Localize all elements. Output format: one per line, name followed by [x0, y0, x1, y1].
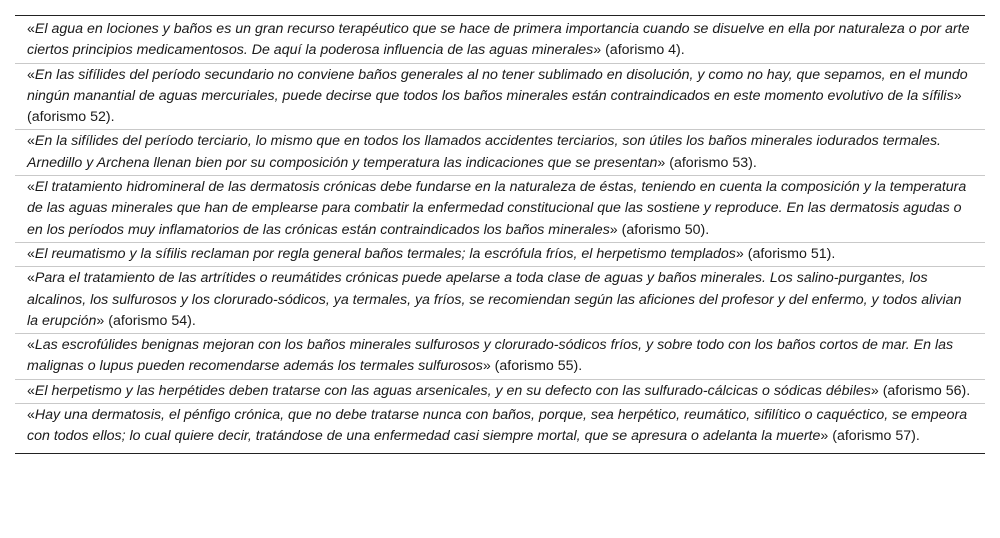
aphorisms-table: [15, 15, 985, 454]
aphorism-ref: (aforismo 55).: [494, 358, 583, 375]
quote-close: »: [96, 312, 105, 329]
quote-close: »: [482, 358, 491, 375]
quote-close: »: [609, 221, 618, 238]
aphorism-ref: (aforismo 4).: [605, 42, 685, 59]
aphorism-text: Las escrofúlides benignas mejoran con los baños minerales sulfurosos y clorurado-sódicos fríos, y sobre todo con los baños cortos de mar. En las malignas o lupus pueden recomendarse además los termales sulfurosos: [27, 337, 954, 375]
table-row: [15, 243, 985, 267]
aphorism-ref: (aforismo 50).: [621, 221, 710, 238]
table-row: [15, 380, 985, 404]
aphorism-ref: (aforismo 54).: [108, 312, 196, 329]
aphorism-text: En la sifílides del período terciario, lo mismo que en todos los llamados accidentes terciarios, son útiles los baños minerales iodurados termales. Arnedillo y Archena llenan bien por su composición y temperatura las indicaciones que se presentan: [27, 133, 941, 171]
quote-open: «: [27, 21, 35, 37]
quote-open: «: [27, 66, 35, 83]
quote-close: »: [870, 382, 879, 399]
table-row: [15, 334, 985, 380]
quote-open: «: [27, 179, 35, 196]
quote-open: «: [27, 270, 35, 287]
table-row: [15, 176, 985, 243]
aphorism-text: El agua en lociones y baños es un gran recurso terapéutico que se hace de primera importancia cuando se disuelve en ella por naturaleza o por arte ciertos principios medicamentosos. De aquí la poderosa influencia de las aguas minerales: [27, 21, 970, 59]
quote-open: «: [27, 337, 35, 354]
quote-close: »: [953, 87, 962, 104]
aphorism-text: El herpetismo y las herpétides deben tratarse con las aguas arsenicales, y en su defecto con las sulfurado-cálcicas o sódicas débiles: [34, 382, 871, 399]
aphorism-ref: (aforismo 53).: [669, 154, 757, 171]
table-row: [15, 404, 985, 449]
quote-close: »: [657, 154, 666, 171]
aphorism-text: El reumatismo y la sífilis reclaman por regla general baños termales; la escrófula fríos, el herpetismo templados: [34, 245, 736, 262]
aphorism-text: Hay una dermatosis, el pénfigo crónica, que no debe tratarse nunca con baños, porque, sea herpético, reumático, sifilítico o caquéctico, se empeora con todos ellos; lo cual quiere decir, tratándose de una enfermedad casi siempre mortal, que se apresura o adelanta la muerte: [27, 407, 968, 445]
quote-close: »: [820, 428, 829, 445]
aphorism-ref: (aforismo 52).: [27, 109, 115, 126]
quote-open: «: [27, 133, 35, 150]
quote-open: «: [27, 407, 35, 424]
quote-open: «: [27, 245, 35, 262]
aphorism-text: El tratamiento hidromineral de las dermatosis crónicas debe fundarse en la naturaleza de éstas, teniendo en cuenta la composición y la temperatura de las aguas minerales que han de emplearse para combatir la enfermedad constitucional que las sostiene y reproduce. En las dermatosis agudas o en los períodos muy inflamatorios de las crónicas están contraindicados los baños minerales: [27, 179, 967, 238]
aphorism-ref: (aforismo 56).: [882, 382, 971, 399]
aphorism-ref: (aforismo 57).: [832, 428, 920, 445]
aphorism-ref: (aforismo 51).: [747, 245, 836, 262]
quote-open: «: [27, 382, 35, 399]
table-row: [15, 130, 985, 176]
table-row: [15, 64, 985, 131]
table-row: [15, 267, 985, 334]
aphorism-text: Para el tratamiento de las artrítides o reumátides crónicas puede apelarse a toda clase de aguas y baños minerales. Los salino-purgantes, los alcalinos, los sulfurosos y los clorurado-sódicos, ya termales, ya fríos, se recomiendan según las aficiones del profesor y del enfermo, y todos alivian la erupción: [27, 270, 962, 329]
quote-close: »: [593, 42, 602, 59]
aphorism-text: En las sifílides del período secundario no conviene baños generales al no tener sublimado en disolución, y como no hay, que sepamos, en el mundo ningún manantial de aguas mercuriales, puede decirse que todos los baños minerales están contraindicados en este momento evolutivo de la sífilis: [27, 66, 968, 104]
table-row: [15, 18, 985, 64]
quote-close: »: [735, 245, 744, 262]
